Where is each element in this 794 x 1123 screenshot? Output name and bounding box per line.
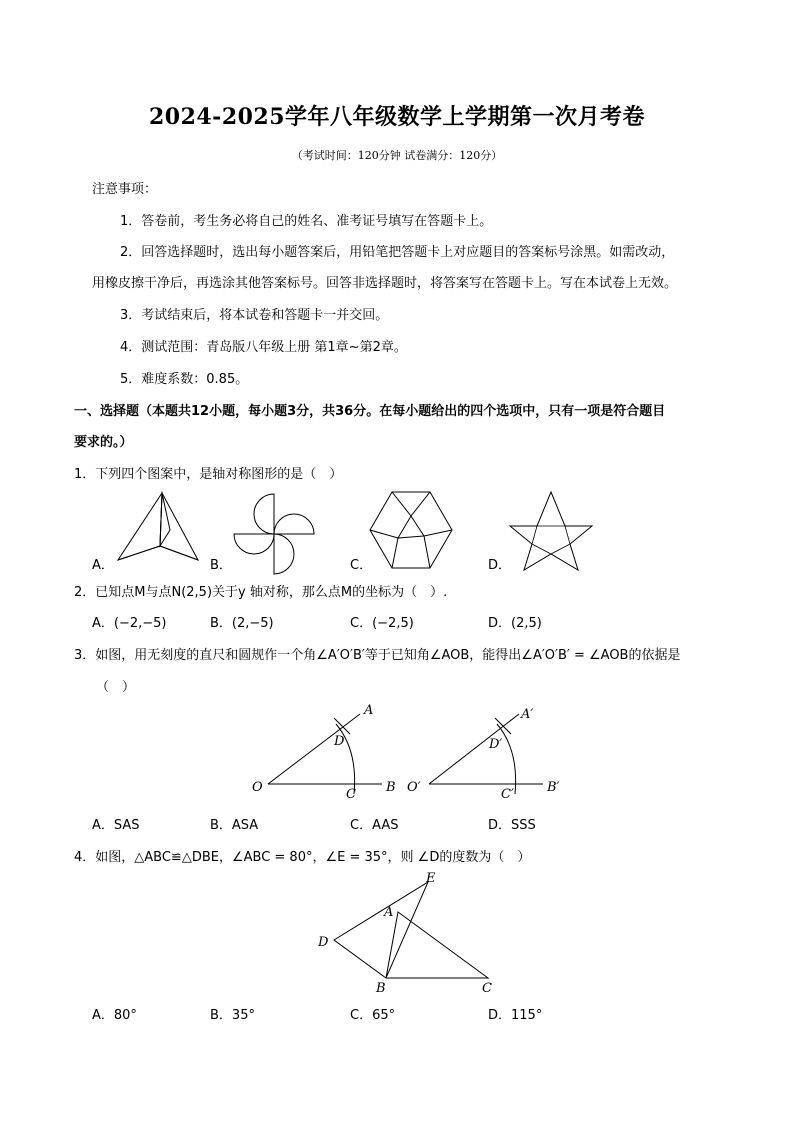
- q1-option-a[interactable]: A．: [92, 558, 114, 573]
- q4-label-a: A: [384, 905, 394, 920]
- q3-figure-right: [405, 700, 575, 805]
- q1-option-b[interactable]: B．: [210, 558, 232, 573]
- section-heading: 一、选择题（本题共12小题，每小题3分，共36分。在每小题给出的四个选项中，只有一项是符合题目: [74, 404, 666, 419]
- note-item-2-cont: 用橡皮擦干净后，再选涂其他答案标号。回答非选择题时，将答案写在答题卡上。写在本试卷上无效。: [92, 276, 678, 291]
- note-item-2: 2．回答选择题时，选出每小题答案后，用铅笔把答题卡上对应题目的答案标号涂黑。如需改动，: [120, 245, 675, 260]
- q2-option-c[interactable]: C．(−2,5): [350, 616, 414, 631]
- q1-figure-b: [232, 492, 316, 576]
- question-2-stem: 2．已知点M与点N(2,5)关于y 轴对称，那么点M的坐标为（ ）.: [74, 585, 448, 600]
- q1-figure-c: [368, 490, 454, 570]
- question-1-stem: 1．下列四个图案中，是轴对称图形的是（ ）: [74, 467, 343, 482]
- q4-option-a[interactable]: A．80°: [92, 1008, 137, 1023]
- q3-label-b: B: [386, 780, 396, 795]
- note-item-5: 5．难度系数：0.85。: [120, 372, 249, 387]
- q3-label-o-prime: O′: [407, 780, 421, 795]
- q2-option-b[interactable]: B．(2,−5): [210, 616, 274, 631]
- q4-figure: [316, 868, 506, 996]
- question-3-stem-cont: （ ）: [96, 680, 136, 695]
- q3-option-c[interactable]: C．AAS: [350, 818, 399, 833]
- q2-option-d[interactable]: D．(2,5): [488, 616, 542, 631]
- section-heading-cont: 要求的。）: [74, 435, 133, 450]
- question-4-stem: 4．如图，△ABC≌△DBE，∠ABC = 80°，∠E = 35°，则 ∠D的度数为（ ）: [74, 850, 531, 865]
- q1-figure-a: [110, 490, 200, 570]
- q1-option-d[interactable]: D．: [488, 558, 512, 573]
- page-title: 2024-2025学年八年级数学上学期第一次月考卷: [148, 104, 646, 130]
- q3-label-d: D: [334, 734, 345, 749]
- q2-option-a[interactable]: A．(−2,−5): [92, 616, 167, 631]
- q4-label-c: C: [482, 981, 492, 996]
- q3-label-a: A: [364, 703, 374, 718]
- q3-label-c-prime: C′: [501, 787, 514, 802]
- q3-label-b-prime: B′: [547, 780, 560, 795]
- q3-option-a[interactable]: A．SAS: [92, 818, 140, 833]
- q4-label-e: E: [426, 871, 436, 886]
- q4-option-c[interactable]: C．65°: [350, 1008, 396, 1023]
- question-3-stem: 3．如图，用无刻度的直尺和圆规作一个角∠A′O′B′等于已知角∠AOB，能得出∠A′O′B′ = ∠AOB的依据是: [74, 648, 681, 663]
- q3-option-b[interactable]: B．ASA: [210, 818, 259, 833]
- q4-option-d[interactable]: D．115°: [488, 1008, 543, 1023]
- q4-label-b: B: [376, 981, 386, 996]
- q4-label-d: D: [318, 935, 329, 950]
- q3-label-a-prime: A′: [521, 707, 534, 722]
- q3-figure-left: [250, 700, 410, 805]
- note-item-3: 3．考试结束后，将本试卷和答题卡一并交回。: [120, 308, 389, 323]
- note-item-4: 4．测试范围：青岛版八年级上册 第1章~第2章。: [120, 340, 407, 355]
- q1-option-c[interactable]: C．: [350, 558, 373, 573]
- q3-label-c: C: [346, 787, 356, 802]
- notes-heading: 注意事项：: [92, 182, 158, 197]
- q3-label-o: O: [252, 780, 263, 795]
- q1-figure-d: [508, 490, 594, 570]
- q3-option-d[interactable]: D．SSS: [488, 818, 536, 833]
- note-item-1: 1．答卷前，考生务必将自己的姓名、准考证号填写在答题卡上。: [120, 214, 493, 229]
- q3-label-d-prime: D′: [489, 737, 503, 752]
- q4-option-b[interactable]: B．35°: [210, 1008, 255, 1023]
- exam-info: （考试时间：120分钟 试卷满分：120分）: [291, 149, 503, 162]
